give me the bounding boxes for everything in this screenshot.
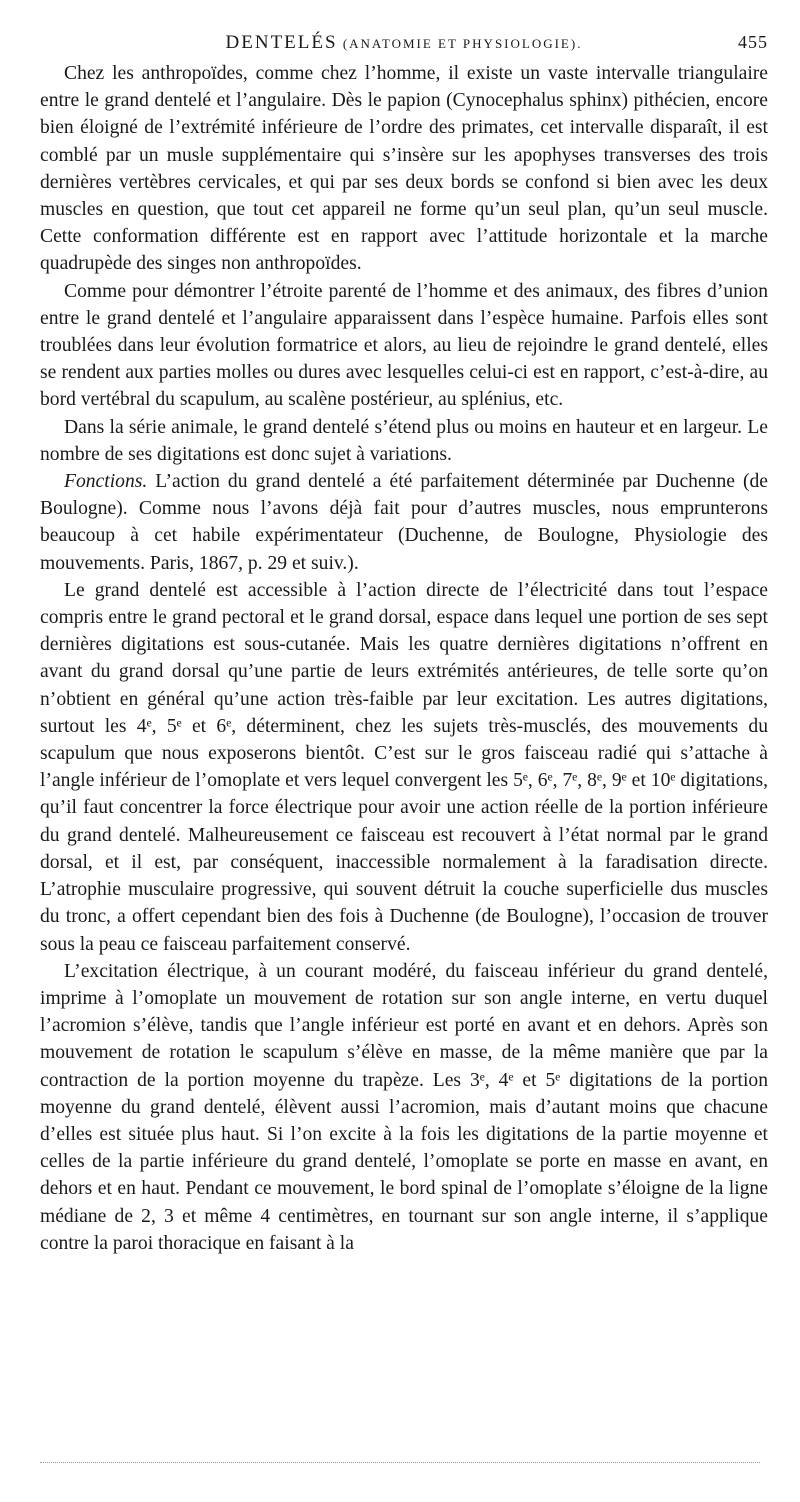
running-title-main: DENTELÉS	[225, 32, 338, 53]
paragraph-anthropoides: Chez les anthropoïdes, comme chez l’homme, il existe un vaste intervalle triangulaire entre le grand dentelé et l’angulaire. Dès le papion (Cynocephalus sphinx) pithécien, encore bien éloigné de l’extrémité inférieure de l’ordre des primates, cet intervalle disparaît, il est comblé par un musle supplémentaire qui s’insère sur les apophyses transverses des trois dernières vertèbres cervicales, et qui par ses deux bords se confond si bien avec les deux muscles en question, que tout cet appareil ne forme qu’un seul plan, qu’un seul muscle. Cette conformation différente est en rapport avec l’attitude horizontale et la marche quadrupède des singes non anthropoïdes.	[40, 63, 768, 275]
paragraph-serie-animale: Dans la série animale, le grand dentelé s’étend plus ou moins en hauteur et en largeur. Le nombre de ses digitations est donc sujet à variations.	[40, 416, 768, 465]
running-title	[40, 32, 768, 54]
book-page	[40, 30, 768, 1470]
body-text	[40, 60, 768, 1257]
paragraph-excitation: L’excitation électrique, à un courant modéré, du faisceau inférieur du grand dentelé, imprime à l’omoplate un mouvement de rotation sur son angle interne, en vertu duquel l’acromion s’élève, tandis que l’angle inférieur est porté en avant et en dehors. Après son mouvement de rotation le scapulum s’élève en masse, de la même manière que par la contraction de la portion moyenne du trapèze. Les 3ᵉ, 4ᵉ et 5ᵉ digitations de la portion moyenne du grand dentelé, élèvent aussi l’acromion, mais d’autant moins que chacune d’elles est située plus haut. Si l’on excite à la fois les digitations de la partie moyenne et celles de la partie inférieure du grand dentelé, l’omoplate se porte en masse en avant, en dehors et en haut. Pendant ce mouvement, le bord spinal de l’omoplate s’éloigne de la ligne médiane de 2, 3 et même 4 centimètres, en tournant sur son angle interne, il s’applique contre la paroi thoracique en faisant à la	[40, 960, 768, 1254]
running-title-sub: (ANATOMIE ET PHYSIOLOGIE).	[342, 36, 583, 51]
bottom-dotted-rule	[40, 1462, 760, 1463]
section-label-fonctions: Fonctions.	[64, 471, 148, 493]
page-number: 455	[738, 32, 768, 52]
running-head	[40, 30, 768, 60]
paragraph-fonctions	[40, 468, 768, 577]
paragraph-parente: Comme pour démontrer l’étroite parenté de l’homme et des animaux, des fibres d’union entre le grand dentelé et l’angulaire apparaissent dans l’espèce humaine. Parfois elles sont troublées dans leur évolution formatrice et alors, au lieu de rejoindre le grand dentelé, elles se rendent aux parties molles ou dures avec lesquelles celui-ci est en rapport, c’est-à-dire, au bord vertébral du scapulum, au scalène postérieur, au splénius, etc.	[40, 280, 768, 411]
paragraph-fonctions-text: L’action du grand dentelé a été parfaitement déterminée par Duchenne (de Boulogne). Comme nous l’avons déjà fait pour d’autres muscles, nous emprunterons beaucoup à cet habile expérimentateur (Duchenne, de Boulogne, Physiologie des mouvements. Paris, 1867, p. 29 et suiv.).	[40, 471, 768, 574]
paragraph-electricite: Le grand dentelé est accessible à l’action directe de l’électricité dans tout l’espace compris entre le grand pectoral et le grand dorsal, espace dans lequel une portion de ses sept dernières digitations est sous-cutanée. Mais les quatre dernières digitations n’offrent en avant du grand dorsal qu’une partie de leurs extrémités antérieures, de telle sorte qu’on n’obtient en général qu’une action très-faible par leur excitation. Les autres digitations, surtout les 4ᵉ, 5ᵉ et 6ᵉ, déterminent, chez les sujets très-musclés, des mouvements du scapulum que nous exposerons bientôt. C’est sur le gros faisceau radié qui s’attache à l’angle inférieur de l’omoplate et vers lequel convergent les 5ᵉ, 6ᵉ, 7ᵉ, 8ᵉ, 9ᵉ et 10ᵉ digitations, qu’il faut concentrer la force électrique pour avoir une action réelle de la portion inférieure du grand dentelé. Malheureusement ce faisceau est recouvert à l’état normal par le grand dorsal, et il est, par conséquent, inaccessible normalement à la faradisation directe. L’atrophie musculaire progressive, qui souvent détruit la couche superficielle dus muscles du tronc, a offert cependant bien des fois à Duchenne (de Boulogne), l’occasion de trouver sous la peau ce faisceau parfaitement conservé.	[40, 579, 768, 955]
